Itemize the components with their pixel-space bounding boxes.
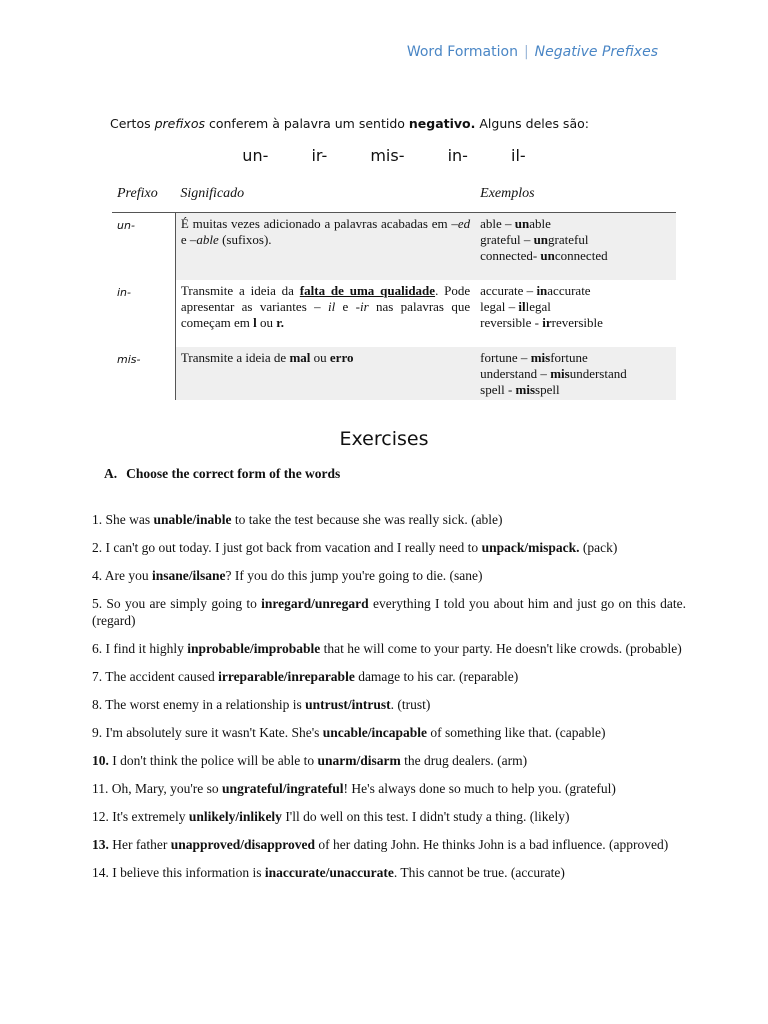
- example-line: fortune – misfortune: [480, 350, 588, 365]
- row-meaning: Transmite a ideia da falta de uma qualidade. Pode apresentar as variantes – il e -ir nas palavras que começam em l ou r.: [175, 280, 475, 347]
- row-examples: [475, 280, 676, 347]
- answer-choice: inregard/unregard: [261, 596, 369, 611]
- prefix-item: mis-: [370, 146, 405, 165]
- table-header-row: [112, 176, 676, 213]
- row-examples: [475, 213, 676, 281]
- answer-choice: insane/ilsane: [152, 568, 226, 583]
- row-prefix: un-: [117, 219, 135, 232]
- table-row: [112, 280, 676, 347]
- example-line: understand – misunderstand: [480, 366, 627, 381]
- header-separator: |: [523, 44, 529, 60]
- meaning-text: É muitas vezes adicionado a palavras acabadas em: [180, 216, 452, 231]
- header-examples: Exemplos: [475, 176, 676, 213]
- intro-bold: negativo.: [408, 116, 476, 131]
- meaning-text: (sufixos).: [218, 232, 272, 247]
- answer-choice: irreparable/inreparable: [218, 669, 355, 684]
- prefix-list: [0, 146, 768, 165]
- example-line: spell - misspell: [480, 382, 560, 397]
- header-subtitle: Negative Prefixes: [534, 44, 658, 60]
- row-meaning: Transmite a ideia de mal ou erro: [175, 347, 475, 400]
- page-header: [407, 44, 658, 60]
- prefix-item: in-: [447, 146, 468, 165]
- intro-part: conferem à palavra um sentido: [205, 116, 409, 131]
- header-prefix: Prefixo: [112, 176, 175, 213]
- example-line: grateful – ungrateful: [480, 232, 589, 247]
- meaning-italic: –ed: [451, 216, 471, 231]
- intro-italic: prefixos: [154, 116, 205, 131]
- header-title: Word Formation: [406, 44, 518, 60]
- exercise-list: [92, 511, 686, 892]
- exercise-item: 5. So you are simply going to inregard/unregard everything I told you about him and just go on this date. (regard): [92, 596, 686, 628]
- exercise-item: 12. It's extremely unlikely/inlikely I'll do well on this test. I didn't study a thing. (likely): [92, 809, 570, 824]
- answer-choice: unarm/disarm: [317, 753, 401, 768]
- exercise-item: 10. I don't think the police will be able to unarm/disarm the drug dealers. (arm): [92, 753, 528, 768]
- table-row: [112, 213, 676, 281]
- answer-choice: uncable/incapable: [322, 725, 428, 740]
- exercise-item: 9. I'm absolutely sure it wasn't Kate. She's uncable/incapable of something like that. (capable): [92, 725, 606, 740]
- exercise-item: 11. Oh, Mary, you're so ungrateful/ingrateful! He's always done so much to help you. (grateful): [92, 781, 616, 796]
- table-row: [112, 347, 676, 400]
- example-line: able – unable: [480, 216, 551, 231]
- prefix-item: un-: [242, 146, 269, 165]
- answer-choice: inaccurate/unaccurate: [264, 865, 394, 880]
- example-line: reversible - irreversible: [480, 315, 603, 330]
- prefix-item: ir-: [311, 146, 328, 165]
- meaning-text: e: [180, 232, 190, 247]
- exercise-item: 6. I find it highly inprobable/improbable that he will come to your party. He doesn't like crowds. (probable): [92, 641, 682, 656]
- exercise-item: 13. Her father unapproved/disapproved of her dating John. He thinks John is a bad influence. (approved): [92, 837, 669, 852]
- exercises-title: Exercises: [339, 428, 429, 450]
- intro-part: Certos: [110, 116, 155, 131]
- answer-choice: untrust/intrust: [305, 697, 391, 712]
- header-meaning: Significado: [175, 176, 475, 213]
- intro-part: Alguns deles são:: [475, 116, 589, 131]
- row-prefix: in-: [117, 286, 131, 299]
- meaning-italic: –able: [189, 232, 219, 247]
- exercise-item: 7. The accident caused irreparable/inreparable damage to his car. (reparable): [92, 669, 519, 684]
- exercise-item: 1. She was unable/inable to take the test because she was really sick. (able): [92, 512, 503, 527]
- intro-text: [110, 116, 589, 131]
- answer-choice: inprobable/improbable: [187, 641, 321, 656]
- exercise-item: 2. I can't go out today. I just got back from vacation and I really need to unpack/mispack. (pack): [92, 540, 618, 555]
- answer-choice: unable/inable: [153, 512, 232, 527]
- example-line: accurate – inaccurate: [480, 283, 591, 298]
- answer-choice: ungrateful/ingrateful: [222, 781, 344, 796]
- example-line: connected- unconnected: [480, 248, 608, 263]
- exercise-item: 14. I believe this information is inaccurate/unaccurate. This cannot be true. (accurate): [92, 865, 565, 880]
- section-title: Choose the correct form of the words: [126, 466, 341, 481]
- answer-choice: unpack/mispack.: [481, 540, 580, 555]
- meaning-underlined: falta de uma qualidade: [299, 283, 436, 298]
- example-line: legal – illegal: [480, 299, 551, 314]
- exercise-item: 8. The worst enemy in a relationship is untrust/intrust. (trust): [92, 697, 431, 712]
- row-meaning: [175, 213, 475, 281]
- answer-choice: unlikely/inlikely: [188, 809, 282, 824]
- exercise-item: 4. Are you insane/ilsane? If you do this jump you're going to die. (sane): [92, 568, 483, 583]
- section-letter: A.: [104, 466, 118, 481]
- answer-choice: unapproved/disapproved: [170, 837, 316, 852]
- prefix-table: [112, 176, 676, 400]
- row-prefix: mis-: [117, 353, 141, 366]
- row-examples: [475, 347, 676, 400]
- exercise-section-heading: [104, 466, 340, 482]
- prefix-item: il-: [511, 146, 526, 165]
